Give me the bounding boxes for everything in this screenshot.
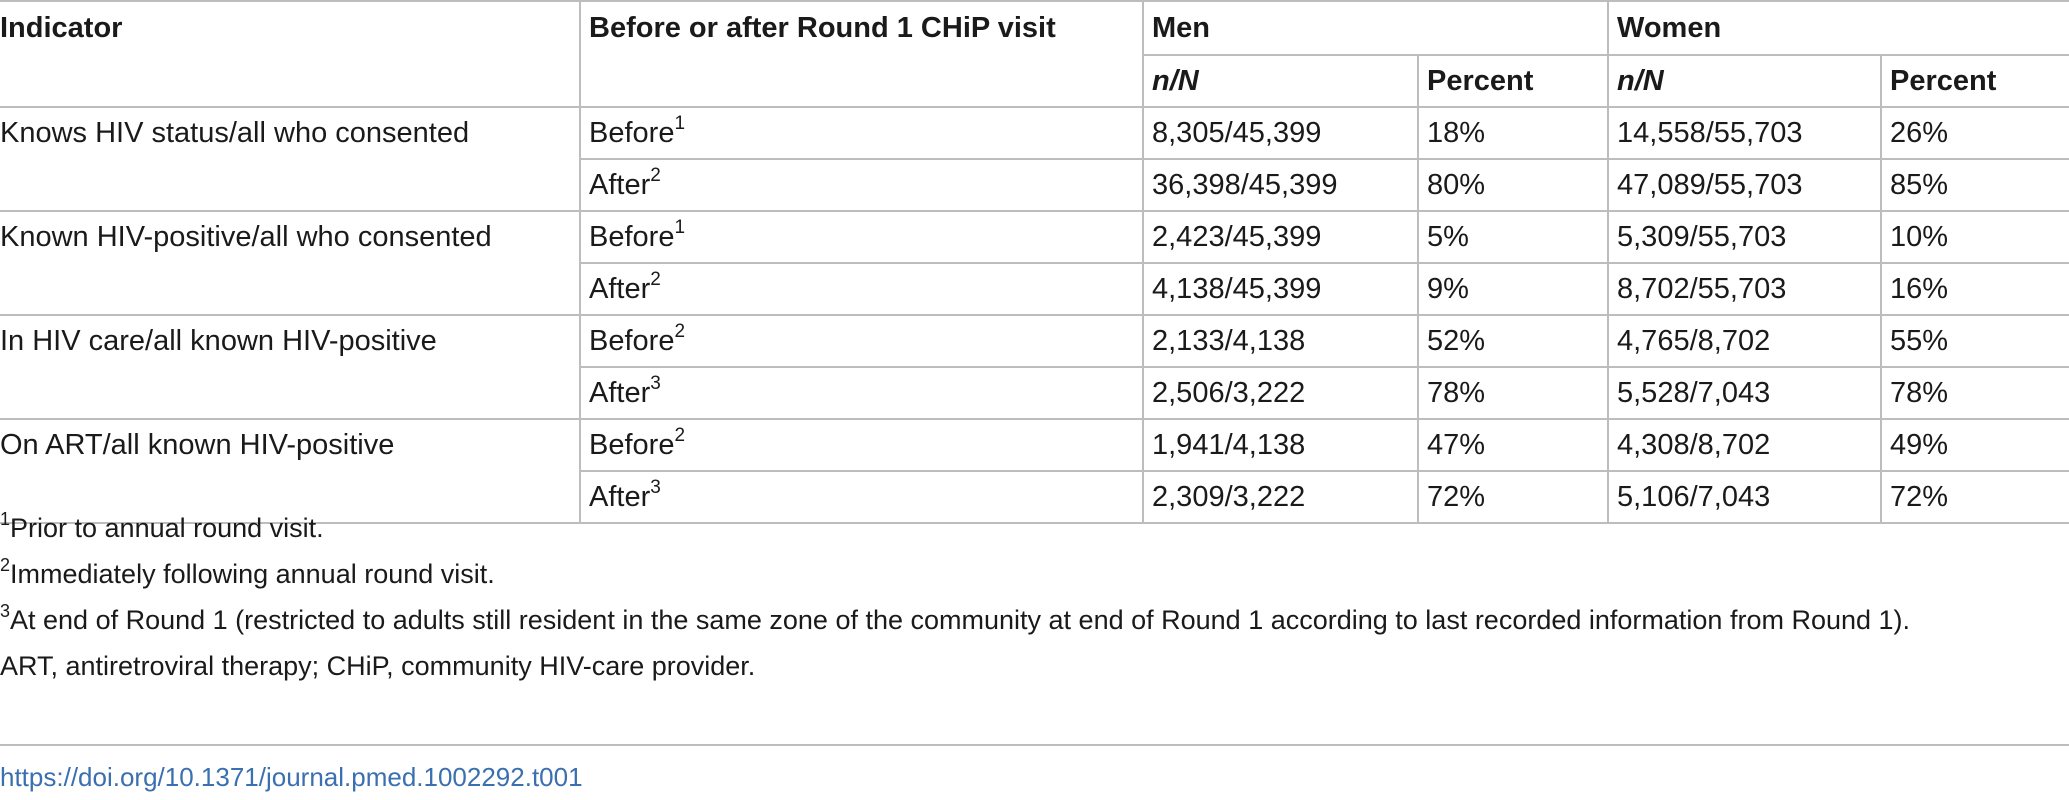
header-women-percent: Percent <box>1881 55 2069 107</box>
women-nn-cell: 4,308/8,702 <box>1608 419 1881 471</box>
women-nn-cell: 5,309/55,703 <box>1608 211 1881 263</box>
men-percent-cell: 18% <box>1418 107 1608 159</box>
women-nn-cell: 47,089/55,703 <box>1608 159 1881 211</box>
women-percent-cell: 78% <box>1881 367 2069 419</box>
timing-label: After <box>589 273 651 305</box>
header-women: Women <box>1608 1 2069 55</box>
header-timing: Before or after Round 1 CHiP visit <box>580 1 1143 107</box>
women-nn-cell: 5,106/7,043 <box>1608 471 1881 523</box>
men-percent-cell: 78% <box>1418 367 1608 419</box>
footnote-mark: 2 <box>674 425 686 447</box>
footnote-mark: 3 <box>650 477 661 499</box>
header-women-nn: n/N <box>1608 55 1881 107</box>
abbreviations: ART, antiretroviral therapy; CHiP, community HIV-care provider. <box>0 651 756 681</box>
footnote-3: $^3$At end of Round 1 (restricted to adults still resident in the same zone of the community at end of Round 1 according to last recorded information from Round 1). <box>0 601 1911 635</box>
men-percent-cell: 52% <box>1418 315 1608 367</box>
timing-cell <box>580 419 1143 471</box>
men-nn-cell: 2,133/4,138 <box>1143 315 1418 367</box>
women-percent-cell: 49% <box>1881 419 2069 471</box>
footnote-mark: 1 <box>674 113 686 135</box>
footnotes <box>0 505 2060 689</box>
men-nn-cell: 36,398/45,399 <box>1143 159 1418 211</box>
timing-label: Before <box>589 117 675 149</box>
indicator-cell: Knows HIV status/all who consented <box>0 107 580 211</box>
footnote-mark: 2 <box>674 321 686 343</box>
timing-cell <box>580 367 1143 419</box>
footnote-mark: 2 <box>650 269 661 291</box>
timing-label: After <box>589 377 651 409</box>
women-nn-cell: 8,702/55,703 <box>1608 263 1881 315</box>
men-percent-cell: 72% <box>1418 471 1608 523</box>
women-percent-cell: 16% <box>1881 263 2069 315</box>
women-percent-cell: 10% <box>1881 211 2069 263</box>
women-percent-cell: 72% <box>1881 471 2069 523</box>
women-percent-cell: 55% <box>1881 315 2069 367</box>
header-men-nn: n/N <box>1143 55 1418 107</box>
men-percent-cell: 9% <box>1418 263 1608 315</box>
table-body <box>0 107 2069 523</box>
women-percent-cell: 85% <box>1881 159 2069 211</box>
men-nn-cell: 2,506/3,222 <box>1143 367 1418 419</box>
men-nn-cell: 4,138/45,399 <box>1143 263 1418 315</box>
timing-label: Before <box>589 429 675 461</box>
header-men: Men <box>1143 1 1608 55</box>
footnote-mark: 2 <box>650 165 661 187</box>
table-row <box>0 211 2069 263</box>
timing-cell <box>580 315 1143 367</box>
table-row <box>0 107 2069 159</box>
header-men-percent: Percent <box>1418 55 1608 107</box>
timing-cell <box>580 107 1143 159</box>
timing-label: After <box>589 169 651 201</box>
timing-cell <box>580 159 1143 211</box>
footnote-1: $^1$Prior to annual round visit. <box>0 509 324 543</box>
men-percent-cell: 80% <box>1418 159 1608 211</box>
table-row <box>0 315 2069 367</box>
women-nn-cell: 4,765/8,702 <box>1608 315 1881 367</box>
women-percent-cell: 26% <box>1881 107 2069 159</box>
timing-label: Before <box>589 221 675 253</box>
men-nn-cell: 2,309/3,222 <box>1143 471 1418 523</box>
men-nn-cell: 1,941/4,138 <box>1143 419 1418 471</box>
men-percent-cell: 5% <box>1418 211 1608 263</box>
indicator-cell: On ART/all known HIV-positive <box>0 419 580 523</box>
footnote-mark: 1 <box>674 217 686 239</box>
men-percent-cell: 47% <box>1418 419 1608 471</box>
table-row <box>0 419 2069 471</box>
indicator-cell: Known HIV-positive/all who consented <box>0 211 580 315</box>
men-nn-cell: 8,305/45,399 <box>1143 107 1418 159</box>
women-nn-cell: 14,558/55,703 <box>1608 107 1881 159</box>
indicator-cell: In HIV care/all known HIV-positive <box>0 315 580 419</box>
timing-cell <box>580 211 1143 263</box>
men-nn-cell: 2,423/45,399 <box>1143 211 1418 263</box>
women-nn-cell: 5,528/7,043 <box>1608 367 1881 419</box>
header-indicator: Indicator <box>0 1 580 107</box>
doi-link[interactable]: https://doi.org/10.1371/journal.pmed.1002292.t001 <box>0 762 583 792</box>
timing-label: Before <box>589 325 675 357</box>
footnote-2: $^2$Immediately following annual round visit. <box>0 555 495 589</box>
doi-divider <box>0 744 2069 746</box>
timing-cell <box>580 263 1143 315</box>
timing-label: After <box>589 481 651 513</box>
footnote-mark: 3 <box>650 373 661 395</box>
